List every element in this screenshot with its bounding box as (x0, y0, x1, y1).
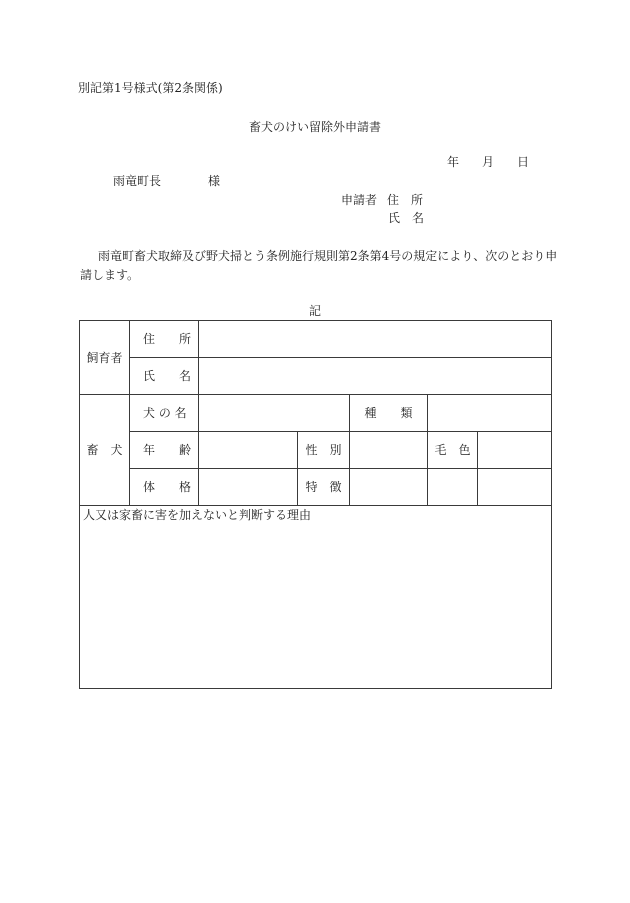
date-day-label: 日 (517, 155, 530, 169)
dog-sex-label: 性 別 (298, 432, 350, 469)
owner-address-label: 住 所 (130, 321, 199, 358)
dog-color-field (478, 432, 552, 469)
dog-color-label: 毛 色 (428, 432, 478, 469)
applicant-label: 申請者 (341, 193, 378, 207)
record-label: 記 (308, 304, 321, 318)
dog-breed-label: 種 類 (350, 395, 428, 432)
dog-header: 畜 犬 (80, 395, 130, 506)
applicant-name-label: 氏 名 (388, 211, 425, 225)
owner-header: 飼育者 (80, 321, 130, 395)
dog-features-field (350, 469, 428, 506)
dog-features-label: 特 徴 (298, 469, 350, 506)
addressee-name: 雨竜町長 (113, 174, 162, 188)
dog-build-label: 体 格 (130, 469, 199, 506)
dog-build-field (199, 469, 298, 506)
date-year-label: 年 (447, 155, 460, 169)
table-row-dog-build (80, 469, 552, 506)
dog-name-field (199, 395, 350, 432)
owner-address-field (199, 321, 552, 358)
dog-sex-field (350, 432, 428, 469)
addressee-honorific: 様 (208, 174, 221, 188)
form-title: 畜犬のけい留除外申請書 (248, 120, 381, 134)
reason-label: 人又は家畜に害を加えないと判断する理由 (83, 508, 312, 522)
body-text-line-1: 雨竜町畜犬取締及び野犬掃とう条例施行規則第2条第4号の規定により、次のとおり申 (98, 249, 558, 263)
date-month-label: 月 (482, 155, 495, 169)
table-row-dog-age (80, 432, 552, 469)
table-row-dog-name (80, 395, 552, 432)
dog-extra-field (478, 469, 552, 506)
dog-age-label: 年 齢 (130, 432, 199, 469)
blank-cell (428, 469, 478, 506)
dog-age-field (199, 432, 298, 469)
table-row-owner-address (80, 321, 552, 358)
owner-name-field (199, 358, 552, 395)
form-number: 別記第1号様式(第2条関係) (78, 81, 223, 95)
table-row-reason (80, 506, 552, 689)
applicant-address-label: 住 所 (387, 193, 424, 207)
dog-name-label: 犬 の 名 (130, 395, 199, 432)
application-table (79, 320, 552, 689)
dog-breed-field (428, 395, 552, 432)
body-text-line-2: 請します。 (80, 268, 140, 282)
table-row-owner-name (80, 358, 552, 395)
owner-name-label: 氏 名 (130, 358, 199, 395)
reason-cell (80, 506, 552, 689)
